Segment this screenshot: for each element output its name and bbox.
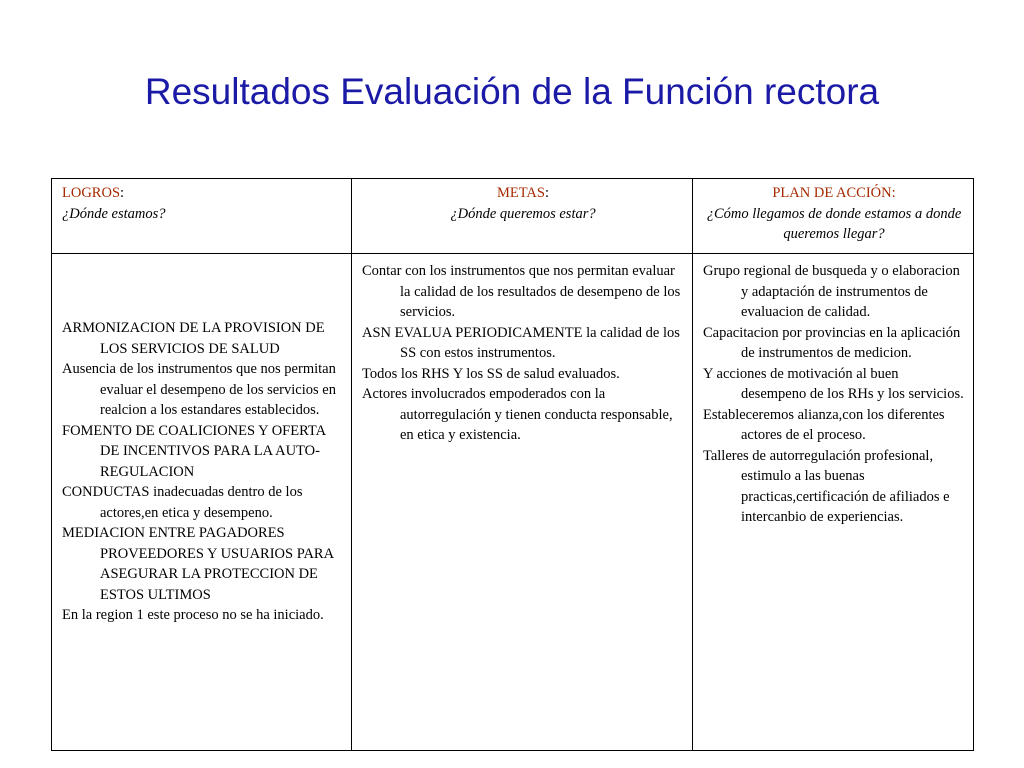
header-metas	[352, 179, 693, 254]
header-logros-colon: :	[120, 185, 125, 201]
logros-item: En la region 1 este proceso no se ha iniciado.	[62, 607, 324, 623]
logros-item: ARMONIZACION DE LA PROVISION DE LOS SERVICIOS DE SALUD	[62, 320, 325, 357]
plan-item: Grupo regional de busqueda y o elaboracion y adaptación de instrumentos de evaluacion de calidad.	[703, 263, 960, 320]
logros-item: Ausencia de los instrumentos que nos permitan evaluar el desempeno de los servicios en realcion a los estandares establecidos.	[62, 361, 336, 418]
header-row	[52, 179, 974, 254]
header-metas-label: METAS	[496, 185, 545, 201]
content-row	[52, 254, 974, 751]
metas-cell	[352, 254, 693, 751]
plan-item: Capacitacion por provincias en la aplicación de instrumentos de medicion.	[703, 324, 961, 361]
header-plan-question: ¿Cómo llegamos de donde estamos a donde queremos llegar?	[706, 205, 962, 242]
metas-item: Contar con los instrumentos que nos permitan evaluar la calidad de los resultados de desempeno de los servicios.	[362, 263, 681, 320]
header-logros-question: ¿Dónde estamos?	[62, 205, 166, 222]
header-plan-label: PLAN DE ACCIÓN:	[772, 185, 896, 201]
plan-item: Estableceremos alianza,con los diferentes actores de el proceso.	[703, 406, 945, 443]
plan-item: Y acciones de motivación al buen desempeno de los RHs y los servicios.	[703, 365, 964, 402]
header-plan	[693, 179, 974, 254]
logros-item: CONDUCTAS inadecuadas dentro de los actores,en etica y desempeno.	[62, 484, 303, 521]
metas-item: Todos los RHS Y los SS de salud evaluados.	[362, 365, 620, 382]
header-logros-label: LOGROS	[62, 185, 121, 201]
plan-item: Talleres de autorregulación profesional, estimulo a las buenas practicas,certificación de afiliados e intercanbio de experiencias.	[703, 447, 950, 525]
slide-title: Resultados Evaluación de la Función rectora	[144, 71, 880, 112]
header-metas-colon: :	[544, 185, 549, 201]
plan-cell	[693, 254, 974, 751]
logros-item: FOMENTO DE COALICIONES Y OFERTA DE INCENTIVOS PARA LA AUTO- REGULACION	[62, 422, 326, 480]
logros-cell	[52, 254, 352, 751]
metas-item: ASN EVALUA PERIODICAMENTE la calidad de los SS con estos instrumentos.	[362, 324, 680, 361]
header-metas-question: ¿Dónde queremos estar?	[450, 205, 596, 222]
evaluation-table	[51, 178, 974, 751]
logros-item: MEDIACION ENTRE PAGADORES PROVEEDORES Y USUARIOS PARA ASEGURAR LA PROTECCION DE ESTOS ULTIMOS	[62, 525, 334, 603]
metas-item: Actores involucrados empoderados con la autorregulación y tienen conducta responsable, en etica y existencia.	[362, 386, 673, 443]
header-logros	[52, 179, 352, 254]
